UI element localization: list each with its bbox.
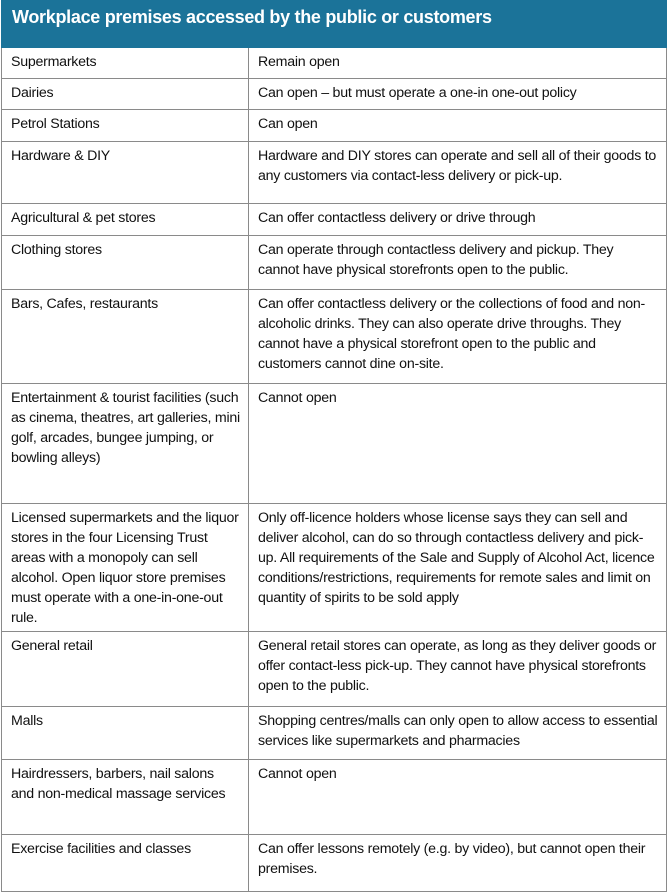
premises-type: Malls bbox=[2, 707, 249, 760]
premises-type: Licensed supermarkets and the liquor stores in the four Licensing Trust areas with a monopoly can sell alcohol. Open liquor store premises must operate with a one-in-one-out rule. bbox=[2, 504, 249, 632]
table-row bbox=[2, 236, 667, 290]
premises-rule: General retail stores can operate, as long as they deliver goods or offer contact-less pick-up. They cannot have physical storefronts open to the public. bbox=[249, 632, 667, 707]
premises-type: Exercise facilities and classes bbox=[2, 835, 249, 892]
table-header bbox=[2, 1, 667, 48]
premises-rule: Shopping centres/malls can only open to allow access to essential services like supermarkets and pharmacies bbox=[249, 707, 667, 760]
table-row bbox=[2, 632, 667, 707]
premises-type: Agricultural & pet stores bbox=[2, 204, 249, 236]
premises-rule: Only off-licence holders whose license says they can sell and deliver alcohol, can do so through contactless delivery and pick-up. All requirements of the Sale and Supply of Alcohol Act, licence conditions/restrictions, requirements for remote sales and limit on quantity of spirits to be sold apply bbox=[249, 504, 667, 632]
premises-type: General retail bbox=[2, 632, 249, 707]
premises-rule: Can offer lessons remotely (e.g. by video), but cannot open their premises. bbox=[249, 835, 667, 892]
premises-rule: Remain open bbox=[249, 48, 667, 79]
table-row bbox=[2, 384, 667, 504]
table-title: Workplace premises accessed by the public or customers bbox=[2, 1, 667, 48]
table-row bbox=[2, 707, 667, 760]
premises-rule: Can operate through contactless delivery and pickup. They cannot have physical storefronts open to the public. bbox=[249, 236, 667, 290]
premises-rule: Can open bbox=[249, 110, 667, 142]
premises-type: Bars, Cafes, restaurants bbox=[2, 290, 249, 384]
premises-type: Hardware & DIY bbox=[2, 142, 249, 204]
table-row bbox=[2, 760, 667, 835]
premises-table bbox=[1, 0, 667, 892]
premises-type: Dairies bbox=[2, 79, 249, 110]
premises-rule: Cannot open bbox=[249, 760, 667, 835]
premises-type: Supermarkets bbox=[2, 48, 249, 79]
premises-rule: Hardware and DIY stores can operate and sell all of their goods to any customers via contact-less delivery or pick-up. bbox=[249, 142, 667, 204]
table-row bbox=[2, 835, 667, 892]
table-row bbox=[2, 504, 667, 632]
table-row bbox=[2, 79, 667, 110]
premises-type: Petrol Stations bbox=[2, 110, 249, 142]
table-row bbox=[2, 290, 667, 384]
table-row bbox=[2, 110, 667, 142]
premises-type: Hairdressers, barbers, nail salons and non-medical massage services bbox=[2, 760, 249, 835]
table-row bbox=[2, 204, 667, 236]
premises-rule: Can open – but must operate a one-in one-out policy bbox=[249, 79, 667, 110]
table-row bbox=[2, 142, 667, 204]
table-row bbox=[2, 48, 667, 79]
premises-rule: Can offer contactless delivery or drive through bbox=[249, 204, 667, 236]
premises-rule: Cannot open bbox=[249, 384, 667, 504]
premises-rule: Can offer contactless delivery or the collections of food and non-alcoholic drinks. They can also operate drive throughs. They cannot have a physical storefront open to the public and customers cannot dine on-site. bbox=[249, 290, 667, 384]
premises-type: Clothing stores bbox=[2, 236, 249, 290]
premises-type: Entertainment & tourist facilities (such as cinema, theatres, art galleries, mini golf, arcades, bungee jumping, or bowling alleys) bbox=[2, 384, 249, 504]
